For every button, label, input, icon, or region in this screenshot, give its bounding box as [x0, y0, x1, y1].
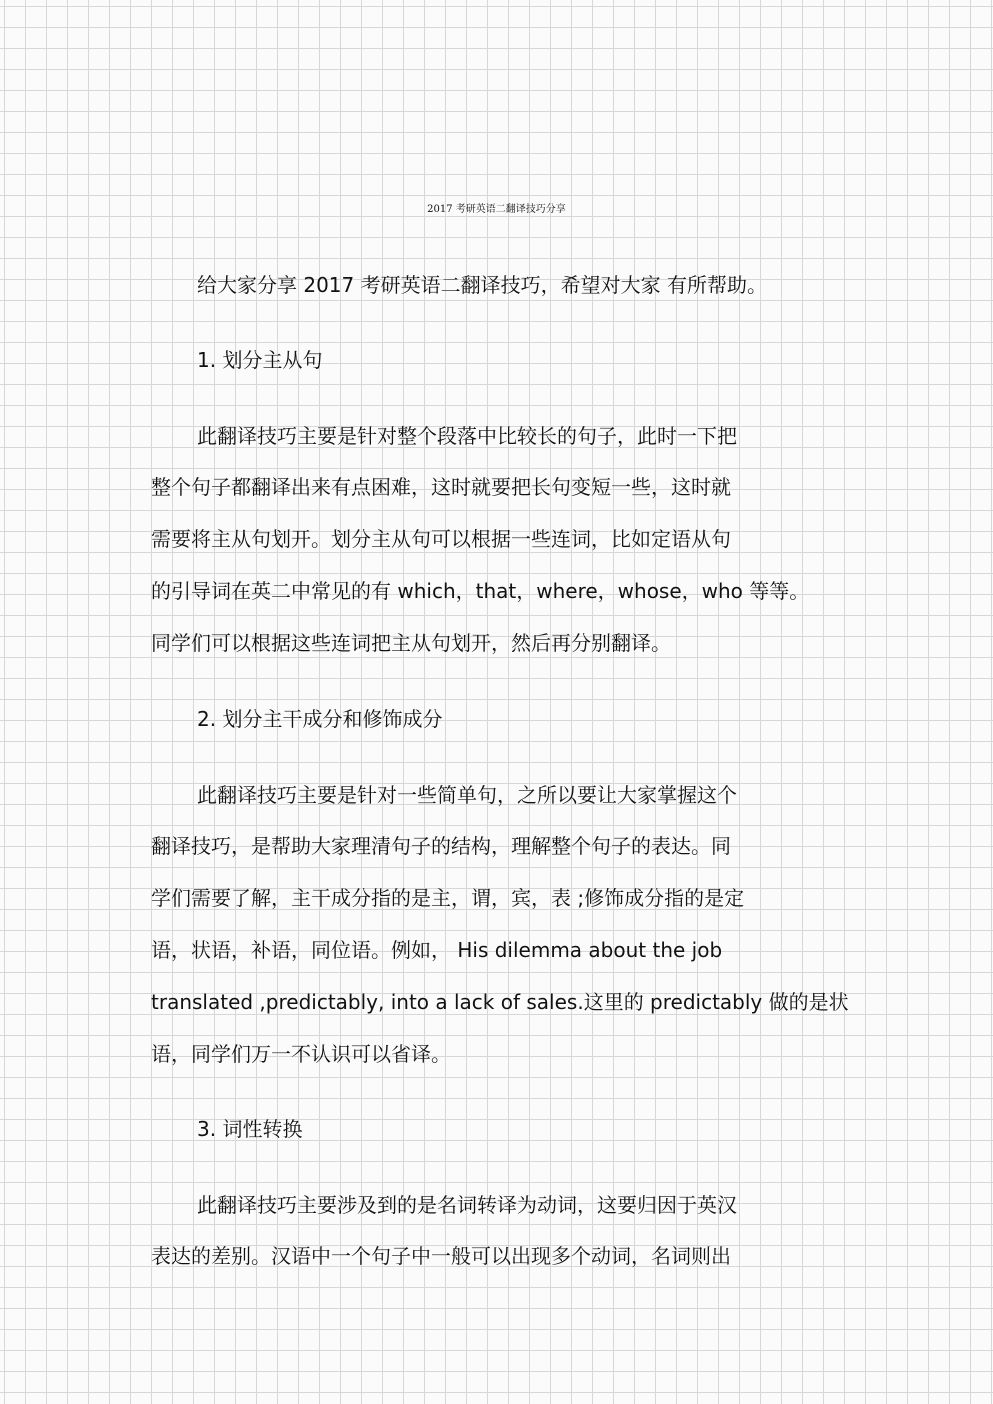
paragraph-line: 学们需要了解，主干成分指的是主，谓，宾，表 ;修饰成分指的是定	[151, 886, 745, 910]
paragraph-line: 语，同学们万一不认识可以省译。	[151, 1042, 451, 1066]
paragraph-line: 同学们可以根据这些连词把主从句划开，然后再分别翻译。	[151, 631, 671, 655]
section-heading-3: 3. 词性转换	[197, 1117, 303, 1141]
intro-line: 给大家分享 2017 考研英语二翻译技巧，希望对大家 有所帮助。	[197, 273, 767, 297]
paragraph-line: translated ,predictably, into a lack of sales.这里的 predictably 做的是状	[151, 990, 849, 1014]
document-title: 2017 考研英语二翻译技巧分享	[427, 204, 566, 215]
section-heading-1: 1. 划分主从句	[197, 348, 323, 372]
paragraph-line: 此翻译技巧主要是针对整个段落中比较长的句子，此时一下把	[197, 424, 737, 448]
paragraph-line: 此翻译技巧主要涉及到的是名词转译为动词，这要归因于英汉	[197, 1193, 737, 1217]
paragraph-line: 整个句子都翻译出来有点困难，这时就要把长句变短一些，这时就	[151, 475, 731, 499]
paragraph-line: 翻译技巧，是帮助大家理清句子的结构，理解整个句子的表达。同	[151, 834, 731, 858]
paragraph-line: 表达的差别。汉语中一个句子中一般可以出现多个动词，名词则出	[151, 1244, 731, 1268]
section-heading-2: 2. 划分主干成分和修饰成分	[197, 707, 443, 731]
paragraph-line: 语，状语，补语，同位语。例如， His dilemma about the job	[151, 938, 723, 962]
paragraph-line: 的引导词在英二中常见的有 which，that，where，whose，who 等等。	[151, 579, 810, 603]
paragraph-line: 需要将主从句划开。划分主从句可以根据一些连词，比如定语从句	[151, 527, 731, 551]
paragraph-line: 此翻译技巧主要是针对一些简单句，之所以要让大家掌握这个	[197, 783, 737, 807]
